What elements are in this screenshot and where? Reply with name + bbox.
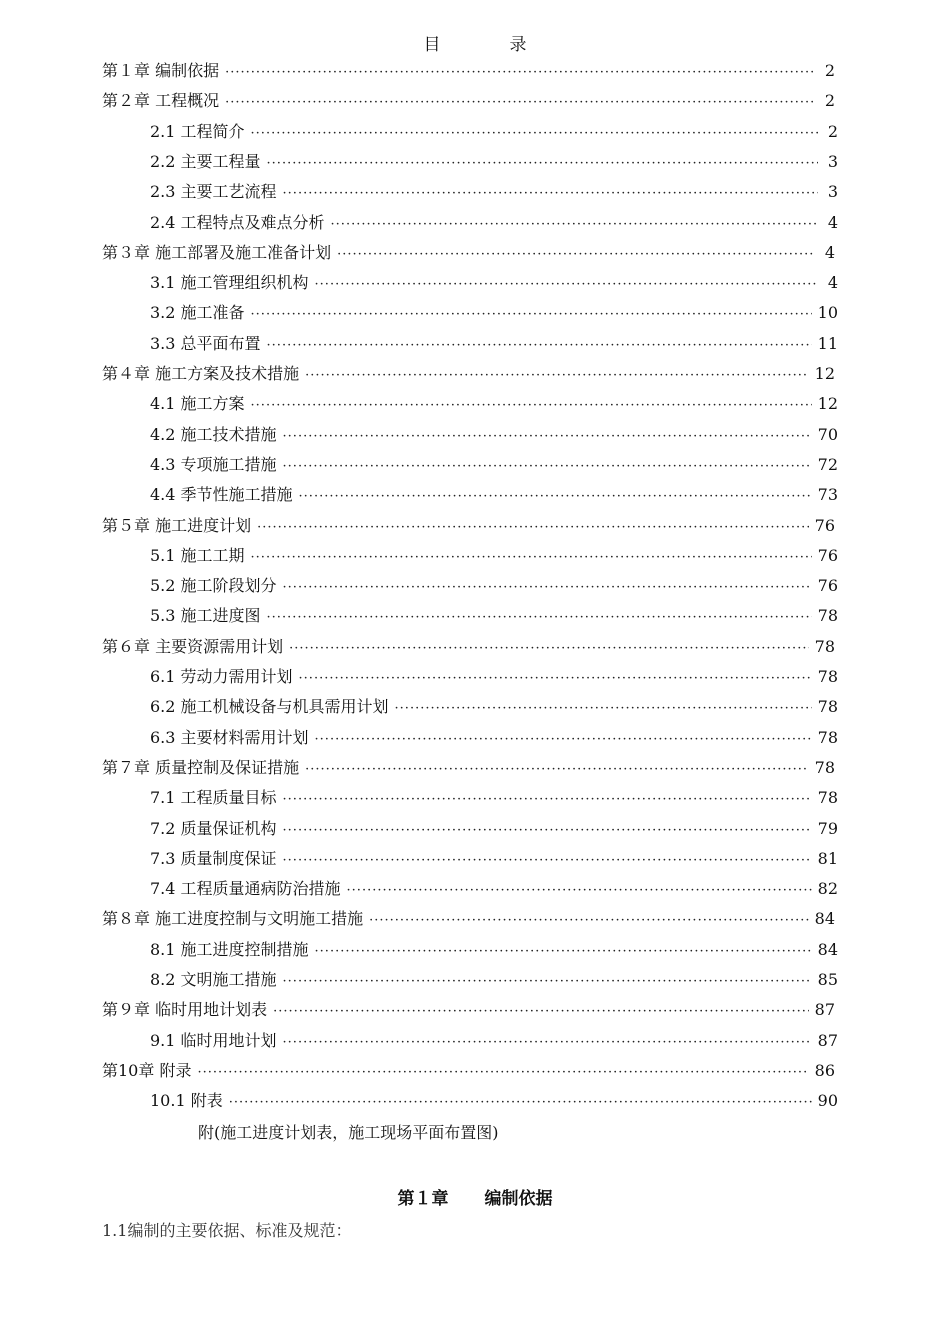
toc-dot-leader xyxy=(369,907,809,935)
toc-entry-page: 2 xyxy=(827,121,838,141)
toc-entry-label: 第５章 施工进度计划 xyxy=(102,515,252,535)
toc-entry-page: 78 xyxy=(817,667,838,686)
toc-entry[interactable] xyxy=(150,390,838,418)
toc-entry-label: 8.1 施工进度控制措施 xyxy=(150,939,309,959)
toc-entry-label: 6.2 施工机械设备与机具需用计划 xyxy=(150,697,389,717)
toc-entry[interactable] xyxy=(150,1027,838,1055)
toc-dot-leader xyxy=(315,726,812,754)
toc-entry-label: 10.1 附表 xyxy=(150,1091,223,1111)
toc-entry-page: 70 xyxy=(817,424,838,444)
toc-entry-page: 87 xyxy=(814,1000,835,1020)
toc-entry-label: 6.1 劳动力需用计划 xyxy=(150,667,293,686)
toc-dot-leader xyxy=(283,1029,812,1057)
toc-entry[interactable] xyxy=(102,1057,835,1085)
toc-entry-page: 76 xyxy=(817,576,838,596)
toc-entry-page: 11 xyxy=(817,333,838,353)
toc-entry[interactable] xyxy=(150,572,838,600)
toc-entry[interactable] xyxy=(150,421,838,449)
toc-entry[interactable] xyxy=(102,633,835,661)
toc-dot-leader xyxy=(299,483,812,511)
toc-entry-page: 86 xyxy=(814,1060,835,1080)
toc-entry-page: 2 xyxy=(824,91,835,111)
toc-entry[interactable] xyxy=(150,845,838,873)
toc-entry[interactable] xyxy=(102,57,835,85)
toc-dot-leader xyxy=(283,423,812,451)
toc-entry-label: 7.2 质量保证机构 xyxy=(150,818,277,838)
toc-entry[interactable] xyxy=(150,542,838,570)
toc-entry-page: 12 xyxy=(817,394,838,414)
toc-dot-leader xyxy=(283,786,812,814)
toc-entry-page: 82 xyxy=(817,879,838,899)
toc-entry-page: 78 xyxy=(817,727,838,747)
toc-entry-label: 3.2 施工准备 xyxy=(150,303,245,323)
toc-dot-leader xyxy=(225,89,815,117)
toc-dot-leader xyxy=(283,847,812,875)
toc-entry[interactable] xyxy=(102,996,835,1024)
toc-dot-leader xyxy=(251,301,812,329)
toc-entry-page: 78 xyxy=(814,636,835,656)
toc-dot-leader xyxy=(283,180,818,208)
toc-entry-page: 4 xyxy=(827,273,838,293)
toc-entry-label: 4.3 专项施工措施 xyxy=(150,454,277,474)
toc-entry-label: 第１章 编制依据 xyxy=(102,61,220,80)
toc-entry-label: 7.4 工程质量通病防治措施 xyxy=(150,879,341,899)
toc-entry-page: 78 xyxy=(817,606,838,626)
toc-entry-label: 4.1 施工方案 xyxy=(150,394,245,414)
toc-entry-page: 87 xyxy=(817,1030,838,1050)
toc-dot-leader xyxy=(251,392,812,420)
toc-dot-leader xyxy=(289,635,809,663)
toc-entry[interactable] xyxy=(150,451,838,479)
toc-entry-page: 79 xyxy=(817,818,838,838)
toc-entry-label: 5.2 施工阶段划分 xyxy=(150,576,277,596)
toc-dot-leader xyxy=(225,59,815,87)
toc-entry-page: 72 xyxy=(817,454,838,474)
toc-entry[interactable] xyxy=(102,754,835,782)
toc-entry[interactable] xyxy=(102,360,835,388)
toc-entry-label: 2.4 工程特点及难点分析 xyxy=(150,212,325,232)
toc-entry-page: 2 xyxy=(824,61,835,80)
toc-entry-page: 84 xyxy=(817,939,838,959)
toc-dot-leader xyxy=(251,120,818,148)
toc-entry-page: 10 xyxy=(817,303,838,323)
toc-entry-page: 84 xyxy=(814,909,835,929)
toc-entry[interactable] xyxy=(150,118,838,146)
toc-dot-leader xyxy=(347,877,812,905)
toc-entry-page: 73 xyxy=(817,485,838,505)
toc-entry-label: 8.2 文明施工措施 xyxy=(150,970,277,989)
toc-dot-leader xyxy=(315,938,812,966)
chapter-heading xyxy=(0,1184,950,1209)
toc-dot-leader xyxy=(331,211,818,239)
toc-entry[interactable] xyxy=(102,905,835,933)
section-heading: 1.1编制的主要依据、标准及规范： xyxy=(102,1221,352,1240)
toc-entry-page: 85 xyxy=(817,970,838,989)
toc-entry[interactable] xyxy=(150,875,838,903)
toc-entry-page: 78 xyxy=(817,788,838,808)
toc-entry-label: 4.2 施工技术措施 xyxy=(150,424,277,444)
toc-entry-label: 3.3 总平面布置 xyxy=(150,333,261,353)
toc-dot-leader xyxy=(283,574,812,602)
toc-dot-leader xyxy=(229,1089,812,1117)
toc-entry[interactable] xyxy=(150,481,838,509)
toc-dot-leader xyxy=(283,968,812,996)
toc-entry[interactable] xyxy=(102,239,835,267)
toc-dot-leader xyxy=(267,332,812,360)
toc-entry-label: 第６章 主要资源需用计划 xyxy=(102,636,284,656)
toc-entry[interactable] xyxy=(102,87,835,115)
toc-entry-page: 4 xyxy=(827,212,838,232)
appendix-note: 附(施工进度计划表，施工现场平面布置图) xyxy=(198,1123,499,1142)
toc-entry-page: 78 xyxy=(814,757,835,777)
toc-dot-leader xyxy=(305,362,809,390)
toc-entry-label: 5.3 施工进度图 xyxy=(150,606,261,626)
toc-entry-page: 81 xyxy=(817,848,838,868)
toc-dot-leader xyxy=(197,1059,808,1087)
toc-dot-leader xyxy=(283,817,812,845)
toc-entry-label: 5.1 施工工期 xyxy=(150,545,245,565)
toc-entry[interactable] xyxy=(150,784,838,812)
toc-dot-leader xyxy=(299,665,812,693)
toc-dot-leader xyxy=(315,271,818,299)
toc-entry-page: 4 xyxy=(824,242,835,262)
toc-entry-label: 6.3 主要材料需用计划 xyxy=(150,727,309,747)
toc-entry-label: 4.4 季节性施工措施 xyxy=(150,485,293,505)
toc-dot-leader xyxy=(251,544,812,572)
toc-dot-leader xyxy=(257,514,809,542)
toc-entry[interactable] xyxy=(150,602,838,630)
toc-entry-label: 7.3 质量制度保证 xyxy=(150,848,277,868)
toc-entry[interactable] xyxy=(150,936,838,964)
toc-entry[interactable] xyxy=(150,178,838,206)
toc-dot-leader xyxy=(267,150,818,178)
toc-title: 目 录 xyxy=(423,35,553,55)
toc-entry-label: 2.1 工程简介 xyxy=(150,121,245,141)
toc-entry[interactable] xyxy=(150,724,838,752)
toc-entry-label: 第２章 工程概况 xyxy=(102,91,220,111)
toc-entry-label: 第10章 附录 xyxy=(102,1060,192,1080)
toc-entry-label: 第３章 施工部署及施工准备计划 xyxy=(102,242,332,262)
toc-entry[interactable] xyxy=(150,209,838,237)
toc-entry[interactable] xyxy=(150,330,838,358)
toc-entry-page: 76 xyxy=(814,515,835,535)
toc-entry-page: 3 xyxy=(827,151,838,171)
toc-entry-page: 76 xyxy=(817,545,838,565)
toc-entry-label: 第８章 施工进度控制与文明施工措施 xyxy=(102,909,364,929)
toc-entry-label: 第４章 施工方案及技术措施 xyxy=(102,364,300,383)
toc-entry-label: 9.1 临时用地计划 xyxy=(150,1030,277,1050)
toc-entry[interactable] xyxy=(150,1087,838,1115)
toc-dot-leader xyxy=(267,604,812,632)
toc-entry-label: 第９章 临时用地计划表 xyxy=(102,1000,268,1020)
toc-entry[interactable] xyxy=(150,693,838,721)
toc-entry[interactable] xyxy=(102,512,835,540)
toc-entry-label: 7.1 工程质量目标 xyxy=(150,788,277,808)
toc-entry-page: 90 xyxy=(817,1091,838,1111)
chapter-number: 第１章 xyxy=(397,1189,449,1209)
toc-entry-page: 12 xyxy=(814,364,835,383)
toc-entry-label: 3.1 施工管理组织机构 xyxy=(150,273,309,293)
toc-dot-leader xyxy=(395,695,812,723)
toc-entry[interactable] xyxy=(150,299,838,327)
toc-entry[interactable] xyxy=(150,663,838,691)
toc-entry-page: 3 xyxy=(827,182,838,202)
toc-dot-leader xyxy=(273,998,809,1026)
toc-entry-label: 2.3 主要工艺流程 xyxy=(150,182,277,202)
toc-entry-page: 78 xyxy=(817,697,838,717)
toc-entry[interactable] xyxy=(150,269,838,297)
toc-dot-leader xyxy=(305,756,809,784)
toc-dot-leader xyxy=(337,241,815,269)
toc-entry-label: 2.2 主要工程量 xyxy=(150,151,261,171)
chapter-title: 编制依据 xyxy=(484,1189,553,1209)
toc-entry[interactable] xyxy=(150,815,838,843)
toc-entry[interactable] xyxy=(150,148,838,176)
toc-entry[interactable] xyxy=(150,966,838,994)
toc-entry-label: 第７章 质量控制及保证措施 xyxy=(102,757,300,777)
toc-dot-leader xyxy=(283,453,812,481)
